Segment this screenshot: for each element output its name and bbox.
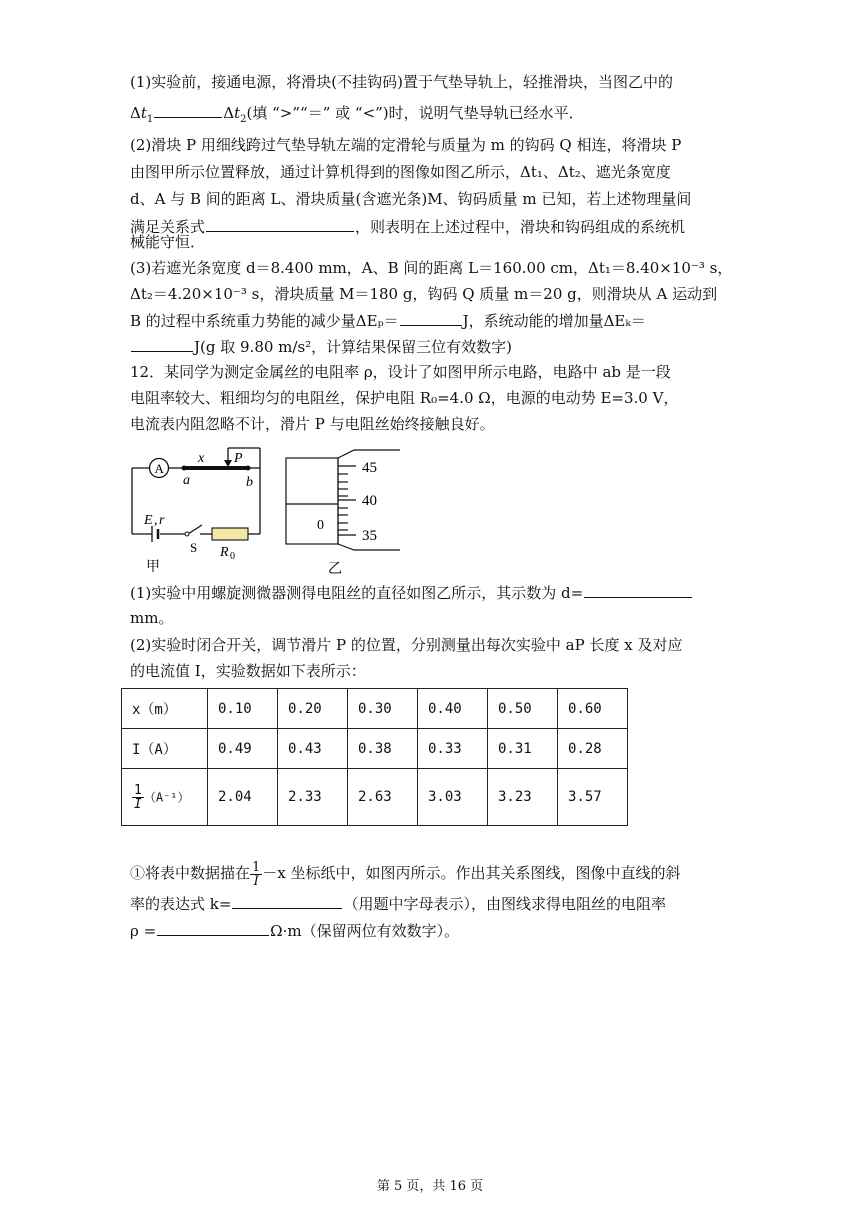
q12-circle1-line3: ρ = Ω·m（保留两位有效数字）。 — [130, 922, 460, 940]
q12-sub2-line1: (2)实验时闭合开关，调节滑片 P 的位置，分别测量出每次实验中 aP 长度 x 及对应 — [130, 636, 683, 654]
table-row — [122, 689, 628, 729]
tick-35: 35 — [362, 528, 377, 544]
table-cell: 0.49 — [208, 729, 278, 769]
q12-line2: 电阻率较大、粗细均匀的电阻丝，保护电阻 R₀=4.0 Ω，电源的电动势 E=3.0 V， — [130, 389, 679, 407]
svg-text:,: , — [154, 513, 158, 528]
table-cell: 0.20 — [278, 689, 348, 729]
label-S: S — [190, 540, 198, 555]
q11-part3-line2: Δt₂＝4.20×10⁻³ s，滑块质量 M＝180 g，钩码 Q 质量 m＝20 g，则滑块从 A 运动到 — [130, 285, 718, 303]
page-footer: 第 5 页，共 16 页 — [376, 1179, 484, 1194]
answer-blank[interactable] — [400, 310, 462, 326]
q12-sub2-line2: 的电流值 I，实验数据如下表所示： — [130, 662, 366, 680]
q11-part2-line4: 满足关系式 ，则表明在上述过程中，滑块和钩码组成的系统机 — [130, 218, 686, 236]
circuit-diagram — [128, 440, 268, 576]
q12-circle1-line2: 率的表达式 k= （用题中字母表示），由图线求得电阻丝的电阻率 — [130, 895, 666, 913]
table-cell: 0.38 — [348, 729, 418, 769]
q12-circle1-line1: ①将表中数据描在 $\frac{1}{I}$ －x 坐标纸中，如图丙所示。作出其关系图线，图像中直线的斜 — [130, 859, 681, 889]
q11-part2-line5: 械能守恒． — [130, 233, 206, 251]
table-cell: 0.50 — [488, 689, 558, 729]
table-cell: 0.28 — [558, 729, 628, 769]
label-r: r — [159, 513, 165, 528]
table-cell: 0.33 — [418, 729, 488, 769]
answer-blank[interactable] — [232, 893, 342, 909]
answer-blank[interactable] — [131, 336, 193, 352]
table-cell: 3.03 — [418, 769, 488, 826]
micrometer-diagram — [282, 448, 407, 580]
table-row — [122, 769, 628, 826]
q12-sub1-line1: (1)实验中用螺旋测微器测得电阻丝的直径如图乙所示，其示数为 d= — [130, 582, 693, 603]
row-header-x: x（m） — [122, 689, 208, 729]
table-cell: 0.43 — [278, 729, 348, 769]
table-cell: 0.10 — [208, 689, 278, 729]
table-row — [122, 729, 628, 769]
q12-line3: 电流表内阻忽略不计，滑片 P 与电阻丝始终接触良好。 — [130, 415, 495, 433]
label-x: x — [198, 451, 205, 466]
label-R: R — [220, 545, 229, 560]
table-cell: 0.30 — [348, 689, 418, 729]
table-cell: 2.04 — [208, 769, 278, 826]
label-b: b — [246, 475, 253, 490]
q11-part3-line4: J(g 取 9.80 m/s²，计算结果保留三位有效数字) — [130, 336, 512, 357]
q12-sub1-line2: mm。 — [130, 609, 174, 627]
table-cell: 3.57 — [558, 769, 628, 826]
q11-part3-line3: B 的过程中系统重力势能的减少量ΔEₚ＝ J，系统动能的增加量ΔEₖ＝ — [130, 312, 646, 330]
label-P: P — [234, 451, 243, 466]
q11-part2-line2: 由图甲所示位置释放，通过计算机得到的图像如图乙所示，Δt₁、Δt₂、遮光条宽度 — [130, 163, 671, 181]
tick-40: 40 — [362, 493, 377, 509]
answer-blank[interactable] — [157, 920, 269, 936]
table-cell: 0.31 — [488, 729, 558, 769]
row-header-I: I（A） — [122, 729, 208, 769]
figure-label-yi: 乙 — [328, 562, 342, 577]
data-table — [121, 688, 628, 826]
table-cell: 2.63 — [348, 769, 418, 826]
label-R-sub: 0 — [230, 551, 235, 562]
q11-part2-line3: d、A 与 B 间的距离 L、滑块质量(含遮光条)M、钩码质量 m 已知，若上述物理量间 — [130, 190, 692, 208]
tick-45: 45 — [362, 460, 377, 476]
tick-zero: 0 — [317, 518, 324, 533]
answer-blank[interactable] — [206, 216, 354, 232]
table-cell: 3.23 — [488, 769, 558, 826]
table-cell: 2.33 — [278, 769, 348, 826]
figure-label-jia: 甲 — [146, 560, 160, 575]
q11-part3-line1: (3)若遮光条宽度 d＝8.400 mm，A、B 间的距离 L＝160.00 cm，Δt₁＝8.40×10⁻³ s， — [130, 259, 733, 277]
answer-blank[interactable] — [154, 102, 222, 118]
ammeter-label: A — [154, 461, 164, 476]
q11-part2-line1: (2)滑块 P 用细线跨过气垫导轨左端的定滑轮与质量为 m 的钩码 Q 相连，将滑块 P — [130, 136, 682, 154]
q11-part1-line2: $\Delta t_1$ $\Delta t_2$(填 “>”“＝” 或 “<”)时，说明气垫导轨已经水平． — [130, 104, 584, 125]
label-E: E — [144, 513, 153, 528]
answer-blank[interactable] — [584, 582, 692, 598]
table-cell: 0.40 — [418, 689, 488, 729]
label-a: a — [183, 473, 190, 488]
q12-line1: 12．某同学为测定金属丝的电阻率 ρ，设计了如图甲所示电路，电路中 ab 是一段 — [130, 363, 671, 381]
table-cell: 0.60 — [558, 689, 628, 729]
row-header-inv-I: $\frac{1}{I}$ （A⁻¹） — [122, 769, 208, 826]
q11-part1-line1: (1)实验前，接通电源，将滑块(不挂钩码)置于气垫导轨上，轻推滑块，当图乙中的 — [130, 73, 673, 91]
